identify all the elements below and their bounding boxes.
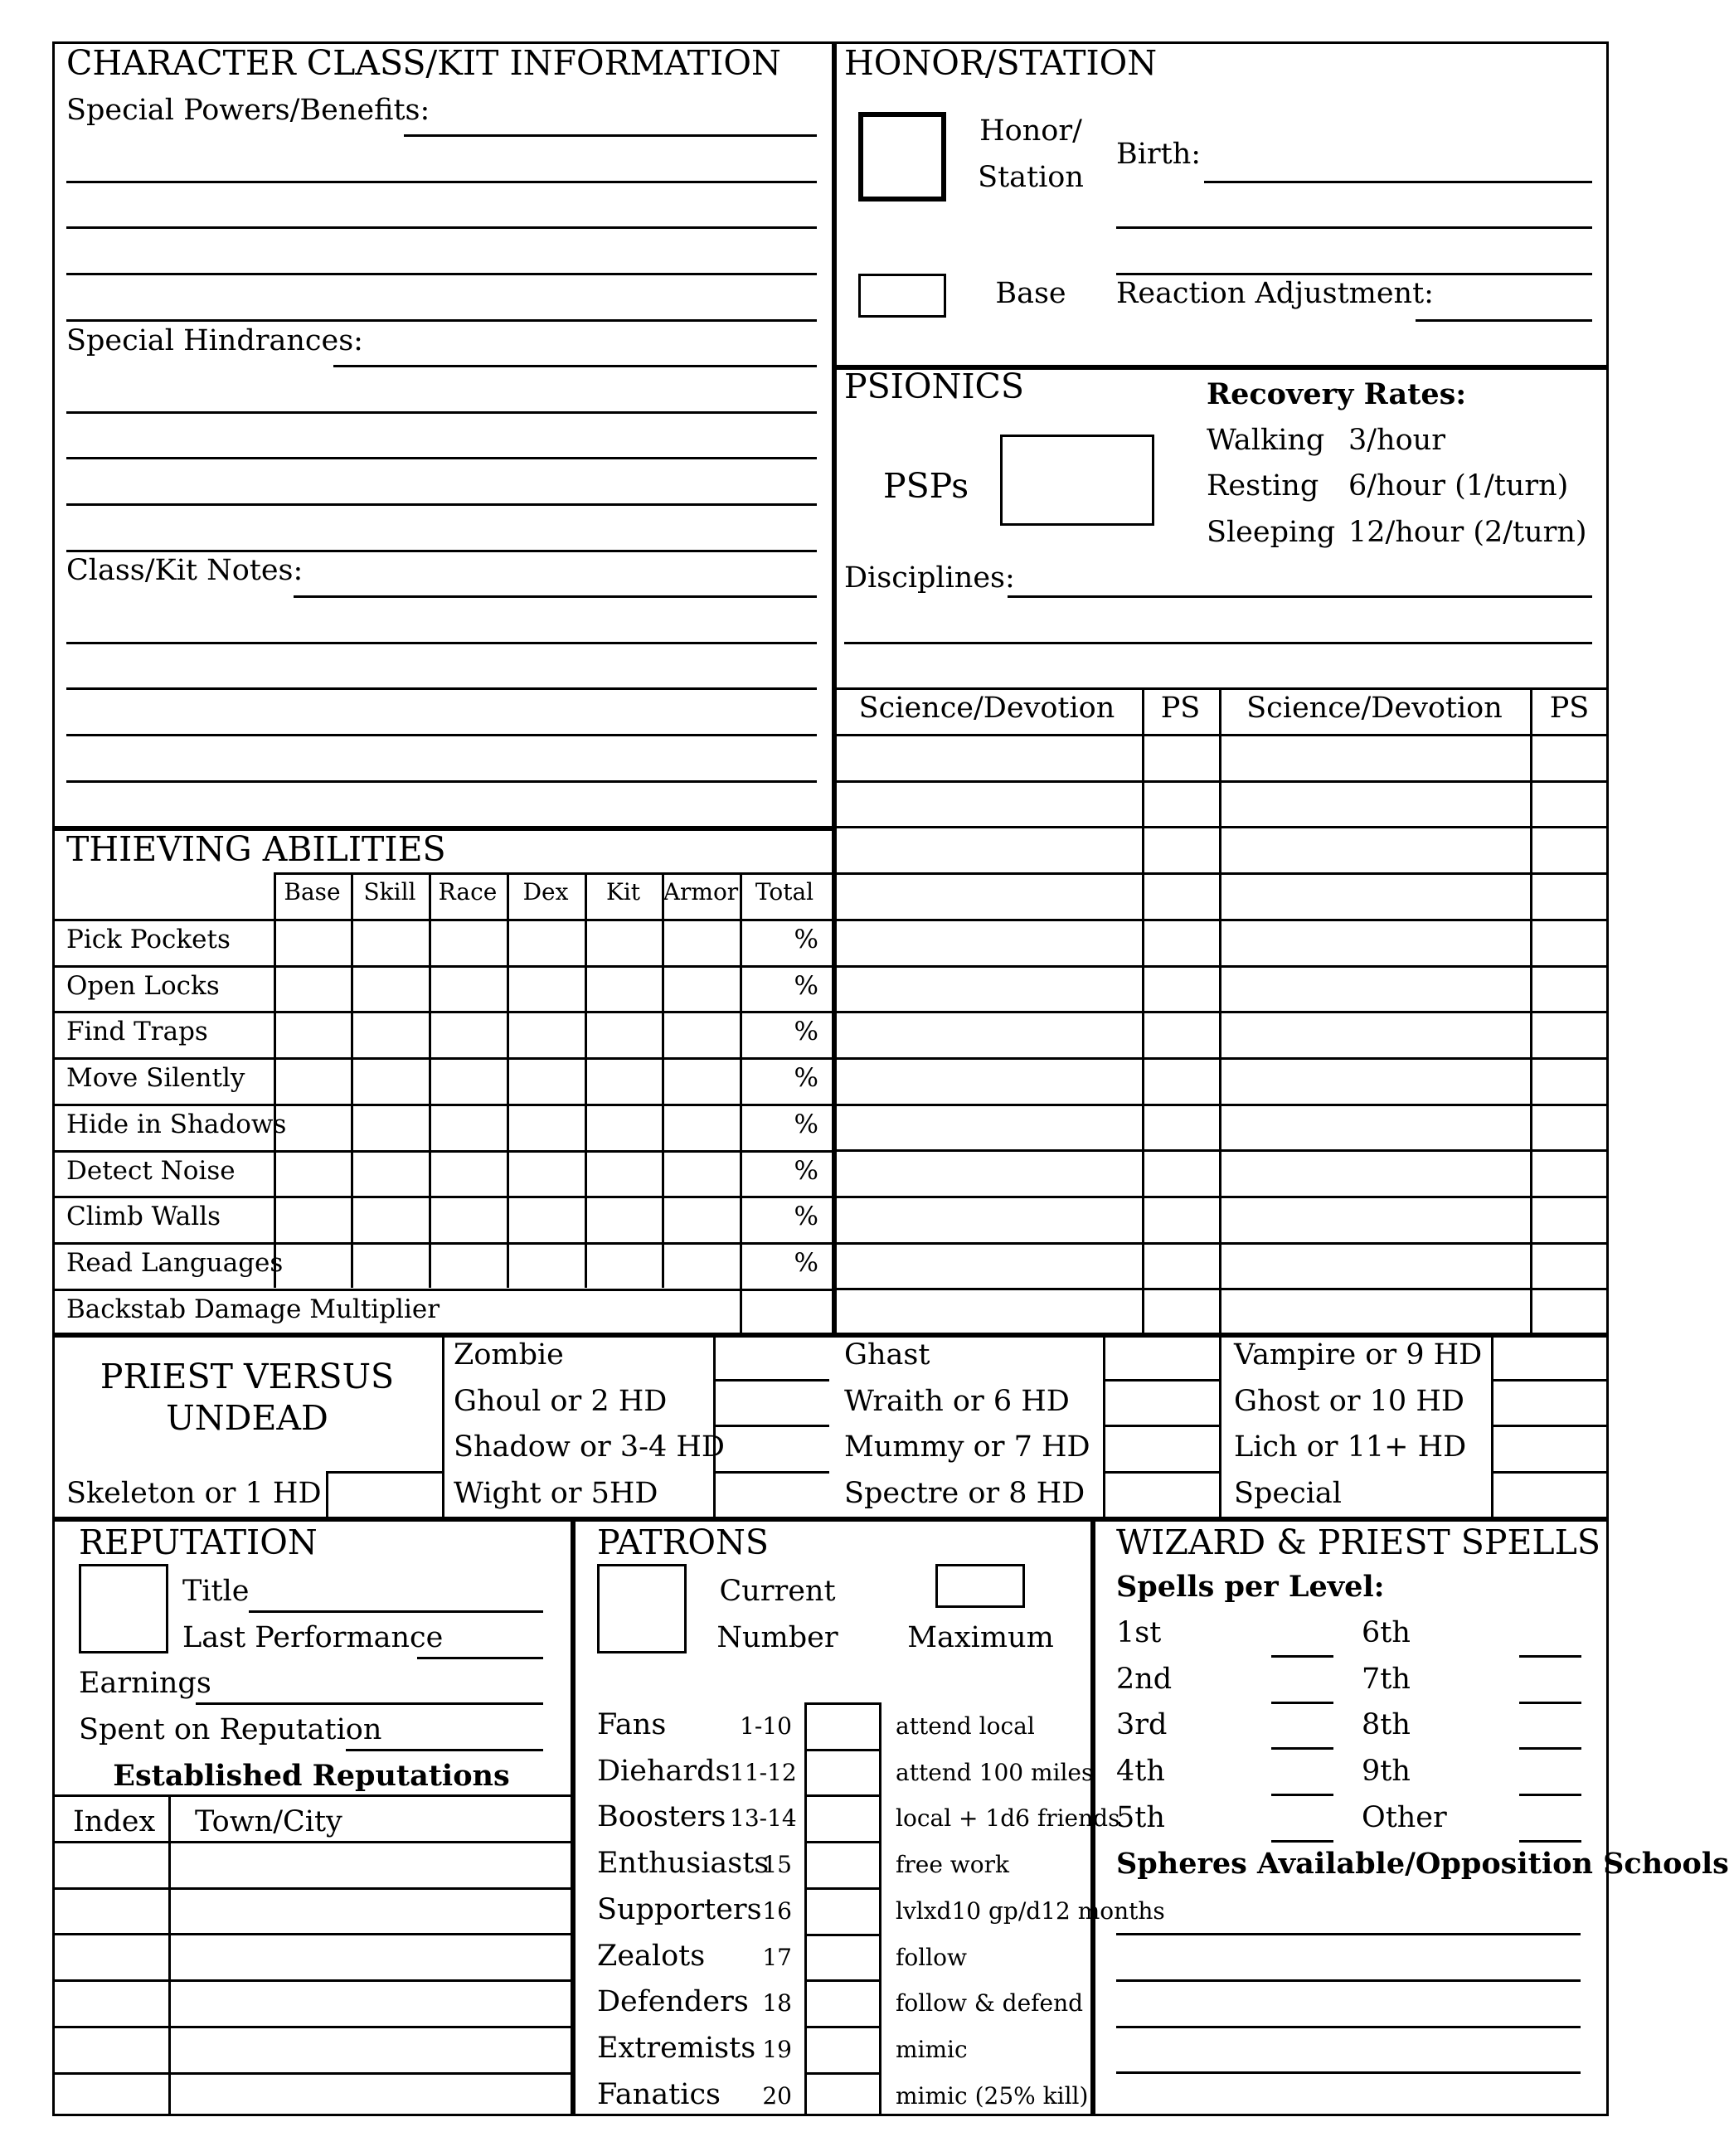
undead-box-line[interactable] (713, 1425, 829, 1427)
spell-level-label: 9th (1362, 1755, 1411, 1788)
col-header-total: Total (755, 878, 814, 906)
reaction-adjustment-label: Reaction Adjustment: (1116, 277, 1434, 310)
earnings-label: Earnings (79, 1667, 211, 1700)
patron-type-label: Enthusiasts (597, 1847, 770, 1880)
thieving-cell[interactable] (274, 919, 351, 964)
reputation-row-line[interactable] (52, 1933, 571, 1935)
spell-level-label: 3rd (1116, 1708, 1168, 1741)
psionics-row-line[interactable] (832, 1242, 1609, 1245)
thieving-cell[interactable] (585, 1242, 662, 1288)
disciplines-line[interactable] (1008, 595, 1592, 598)
spell-count-line[interactable] (1519, 1747, 1581, 1750)
thieving-cell[interactable] (507, 1057, 585, 1103)
thieving-cell[interactable] (507, 1150, 585, 1196)
thieving-cell[interactable] (351, 1242, 429, 1288)
thieving-skill-label: Move Silently (66, 1063, 245, 1093)
thieving-row-line (52, 1289, 832, 1291)
undead-box-line[interactable] (1103, 1379, 1219, 1381)
thieving-cell[interactable] (507, 965, 585, 1011)
psionics-col-line (1142, 687, 1144, 1333)
patrons-box-left-line (804, 1702, 807, 2116)
section-title: HONOR/STATION (844, 43, 1158, 83)
undead-title-line2: UNDEAD (166, 1398, 328, 1438)
thieving-skill-label: Hide in Shadows (66, 1110, 287, 1139)
undead-bottom-divider (52, 1517, 1609, 1522)
undead-type-label: Mummy or 7 HD (844, 1430, 1090, 1464)
special-hindrances-line[interactable] (66, 503, 817, 506)
patron-roll-label: 13-14 (730, 1804, 797, 1832)
col-header-science-devotion: Science/Devotion (858, 692, 1115, 725)
thieving-cell[interactable] (507, 1011, 585, 1056)
thieving-cell[interactable] (351, 1104, 429, 1149)
patron-roll-label: 19 (762, 2036, 792, 2063)
psionics-row-line[interactable] (832, 1196, 1609, 1198)
col-header-ps: PS (1160, 692, 1201, 725)
psionics-row-line[interactable] (832, 1149, 1609, 1152)
undead-box-line[interactable] (713, 1379, 829, 1381)
patron-roll-label: 20 (762, 2082, 792, 2110)
thieving-cell[interactable] (274, 1150, 351, 1196)
undead-type-label: Zombie (454, 1338, 564, 1372)
thieving-cell[interactable] (662, 965, 740, 1011)
thieving-cell[interactable] (507, 919, 585, 964)
thieving-cell[interactable] (429, 1242, 507, 1288)
rep-title-line[interactable] (249, 1610, 543, 1613)
col-header-dex: Dex (522, 878, 569, 906)
percent-sign: % (794, 971, 818, 1001)
reputation-row-line[interactable] (52, 1887, 571, 1890)
spell-count-line[interactable] (1519, 1794, 1581, 1796)
patrons-box[interactable] (597, 1564, 687, 1653)
spheres-line[interactable] (1116, 2026, 1581, 2028)
thieving-cell[interactable] (429, 1057, 507, 1103)
thieving-cell[interactable] (429, 919, 507, 964)
current-label: Current (719, 1575, 836, 1608)
special-hindrances-line[interactable] (66, 457, 817, 459)
special-powers-label: Special Powers/Benefits: (66, 94, 430, 127)
notes-line[interactable] (66, 734, 817, 736)
psionics-col-line (1219, 687, 1221, 1333)
col-header-armor: Armor (663, 878, 739, 906)
spell-count-line[interactable] (1519, 1702, 1581, 1704)
reputation-box[interactable] (79, 1564, 168, 1653)
recovery-rate: 6/hour (1/turn) (1348, 469, 1569, 503)
undead-box-line[interactable] (1491, 1471, 1609, 1474)
patron-effect-label: attend 100 miles (896, 1759, 1094, 1786)
undead-box-line[interactable] (1491, 1425, 1609, 1427)
psionics-row-line[interactable] (832, 734, 1609, 736)
undead-type-label: Lich or 11+ HD (1234, 1430, 1467, 1464)
spell-count-line[interactable] (1519, 1840, 1581, 1843)
disciplines-label: Disciplines: (844, 561, 1015, 595)
percent-sign: % (794, 1202, 818, 1231)
patron-type-label: Zealots (597, 1940, 706, 1973)
thieving-cell[interactable] (429, 1150, 507, 1196)
spheres-line[interactable] (1116, 2071, 1581, 2074)
col-header-index: Index (73, 1805, 156, 1838)
notes-line[interactable] (66, 687, 817, 690)
patron-type-label: Diehards (597, 1755, 731, 1788)
special-hindrances-label: Special Hindrances: (66, 324, 363, 357)
reputation-row-line[interactable] (52, 1979, 571, 1982)
thieving-cell[interactable] (585, 1057, 662, 1103)
undead-box-line[interactable] (1103, 1425, 1219, 1427)
col-header-race: Race (438, 878, 498, 906)
patron-box-line[interactable] (804, 1794, 879, 1797)
spell-level-label: 2nd (1116, 1663, 1173, 1696)
patron-roll-label: 17 (762, 1944, 792, 1971)
patron-type-label: Extremists (597, 2032, 756, 2065)
thieving-skill-label: Climb Walls (66, 1202, 221, 1231)
birth-line[interactable] (1116, 273, 1592, 275)
birth-line[interactable] (1116, 226, 1592, 229)
undead-type-label: Wight or 5HD (454, 1477, 658, 1510)
col-header-skill: Skill (363, 878, 416, 906)
undead-box-line[interactable] (1103, 1471, 1219, 1474)
spell-level-label: 4th (1116, 1755, 1165, 1788)
backstab-col-line (740, 1288, 742, 1334)
patron-effect-label: attend local (896, 1712, 1035, 1740)
spells-per-level-label: Spells per Level: (1116, 1570, 1385, 1604)
birth-label: Birth: (1116, 138, 1202, 171)
thieving-cell[interactable] (351, 1057, 429, 1103)
patron-roll-label: 1-10 (740, 1712, 792, 1740)
percent-sign: % (794, 1156, 818, 1186)
thieving-cell[interactable] (662, 1150, 740, 1196)
undead-type-label: Vampire or 9 HD (1234, 1338, 1483, 1372)
psionics-row-line[interactable] (832, 1288, 1609, 1290)
patron-roll-label: 15 (762, 1851, 792, 1878)
spheres-line[interactable] (1116, 1979, 1581, 1982)
reputation-patrons-divider (571, 1519, 576, 2116)
recovery-rate: 12/hour (2/turn) (1348, 516, 1587, 549)
spheres-line[interactable] (1116, 1933, 1581, 1935)
psps-label: PSPs (883, 466, 969, 506)
thieving-cell[interactable] (351, 1150, 429, 1196)
reputation-row-line[interactable] (52, 2072, 571, 2075)
patron-effect-label: local + 1d6 friends (896, 1804, 1120, 1832)
recovery-rate: 3/hour (1348, 424, 1445, 457)
patron-box-line[interactable] (804, 1841, 879, 1843)
patron-box-line[interactable] (804, 1702, 879, 1705)
patron-box-line[interactable] (804, 2026, 879, 2028)
maximum-box[interactable] (935, 1564, 1025, 1608)
station-label: Station (978, 161, 1084, 194)
undead-type-label: Ghoul or 2 HD (454, 1385, 668, 1418)
patron-effect-label: lvlxd10 gp/d12 months (896, 1897, 1165, 1925)
percent-sign: % (794, 1017, 818, 1046)
class-kit-notes-label: Class/Kit Notes: (66, 554, 304, 587)
spell-level-label: 1st (1116, 1616, 1162, 1649)
col-header-science-devotion: Science/Devotion (1246, 692, 1503, 725)
section-title: WIZARD & PRIEST SPELLS (1116, 1522, 1600, 1562)
base-honor-box[interactable] (858, 274, 946, 318)
special-powers-line[interactable] (66, 226, 817, 229)
special-powers-line[interactable] (66, 181, 817, 183)
skeleton-box-top[interactable] (326, 1471, 442, 1474)
percent-sign: % (794, 1063, 818, 1093)
recovery-mode: Resting (1207, 469, 1319, 503)
thieving-cell[interactable] (274, 1057, 351, 1103)
undead-type-label: Spectre or 8 HD (844, 1477, 1085, 1510)
spell-count-line[interactable] (1271, 1702, 1333, 1704)
undead-box-line[interactable] (1491, 1379, 1609, 1381)
spell-level-label: 7th (1362, 1663, 1411, 1696)
section-title: PATRONS (597, 1522, 769, 1562)
disciplines-line[interactable] (844, 642, 1592, 644)
psionics-row-line[interactable] (832, 965, 1609, 968)
recovery-mode: Walking (1207, 424, 1325, 457)
spheres-label: Spheres Available/Opposition Schools (1116, 1847, 1729, 1881)
reaction-adjustment-line[interactable] (1416, 319, 1592, 322)
patron-type-label: Supporters (597, 1893, 762, 1926)
thieving-cell[interactable] (662, 1104, 740, 1149)
thieving-skill-label: Read Languages (66, 1248, 284, 1278)
undead-type-label: Ghost or 10 HD (1234, 1385, 1464, 1418)
undead-skeleton-label: Skeleton or 1 HD (66, 1477, 322, 1510)
psionics-row-line[interactable] (832, 872, 1609, 875)
spell-count-line[interactable] (1271, 1747, 1333, 1750)
thieving-cell[interactable] (274, 965, 351, 1011)
patron-effect-label: follow & defend (896, 1989, 1084, 2017)
special-powers-line[interactable] (66, 319, 817, 322)
patron-type-label: Boosters (597, 1800, 726, 1833)
base-label: Base (995, 277, 1066, 310)
thieving-cell[interactable] (585, 1196, 662, 1241)
honor-station-box[interactable] (858, 112, 946, 202)
patron-type-label: Fanatics (597, 2078, 721, 2111)
patron-effect-label: follow (896, 1944, 967, 1971)
thieving-cell[interactable] (274, 1104, 351, 1149)
undead-title-line1: PRIEST VERSUS (100, 1357, 395, 1396)
birth-line[interactable] (1204, 181, 1592, 183)
patron-effect-label: mimic (896, 2036, 968, 2063)
patron-roll-label: 18 (762, 1989, 792, 2017)
patron-box-line[interactable] (804, 2072, 879, 2075)
reputation-table-top-line (52, 1794, 571, 1797)
spent-on-reputation-line[interactable] (346, 1749, 543, 1751)
thieving-cell[interactable] (662, 1242, 740, 1288)
skeleton-box-left (326, 1471, 328, 1517)
thieving-cell[interactable] (662, 919, 740, 964)
special-hindrances-line[interactable] (66, 411, 817, 414)
thieving-cell[interactable] (507, 1104, 585, 1149)
special-powers-line[interactable] (404, 134, 817, 137)
spell-level-label: Other (1362, 1801, 1447, 1834)
thieving-skill-label: Open Locks (66, 971, 220, 1001)
thieving-cell[interactable] (585, 1150, 662, 1196)
last-performance-line[interactable] (417, 1657, 543, 1659)
thieving-cell[interactable] (429, 965, 507, 1011)
thieving-cell[interactable] (585, 1011, 662, 1056)
spell-count-line[interactable] (1519, 1655, 1581, 1658)
rep-title-label: Title (182, 1575, 250, 1608)
undead-type-label: Special (1234, 1477, 1342, 1510)
thieving-cell[interactable] (662, 1057, 740, 1103)
thieving-cell[interactable] (274, 1196, 351, 1241)
patron-effect-label: free work (896, 1851, 1009, 1878)
thieving-cell[interactable] (585, 965, 662, 1011)
psps-box[interactable] (1000, 435, 1154, 526)
psionics-row-line[interactable] (832, 1057, 1609, 1060)
patron-box-line[interactable] (804, 1979, 879, 1982)
patron-box-line[interactable] (804, 1934, 879, 1936)
psionics-row-line[interactable] (832, 1104, 1609, 1106)
undead-col-line (1219, 1335, 1221, 1517)
special-hindrances-line[interactable] (66, 550, 817, 552)
thieving-cell[interactable] (351, 1011, 429, 1056)
spell-level-label: 6th (1362, 1616, 1411, 1649)
psionics-row-line[interactable] (832, 780, 1609, 783)
notes-line[interactable] (66, 642, 817, 644)
thieving-header-top-line (274, 872, 832, 875)
percent-sign: % (794, 925, 818, 954)
thieving-cell[interactable] (429, 1104, 507, 1149)
thieving-cell[interactable] (585, 1104, 662, 1149)
psionics-row-line[interactable] (832, 826, 1609, 828)
undead-col-line (442, 1335, 444, 1517)
spent-on-reputation-label: Spent on Reputation (79, 1713, 382, 1746)
patron-type-label: Fans (597, 1708, 667, 1741)
col-header-base: Base (284, 878, 341, 906)
section-title: THIEVING ABILITIES (66, 829, 446, 869)
undead-box-line[interactable] (713, 1471, 829, 1474)
section-title: CHARACTER CLASS/KIT INFORMATION (66, 43, 781, 83)
spell-level-label: 8th (1362, 1708, 1411, 1741)
percent-sign: % (794, 1110, 818, 1139)
thieving-skill-label: Find Traps (66, 1017, 208, 1046)
undead-type-label: Ghast (844, 1338, 930, 1372)
spell-count-line[interactable] (1271, 1840, 1333, 1843)
number-label: Number (716, 1621, 838, 1654)
thieving-cell[interactable] (507, 1196, 585, 1241)
thieving-cell[interactable] (429, 1011, 507, 1056)
thieving-cell[interactable] (274, 1242, 351, 1288)
section-title: PSIONICS (844, 367, 1025, 406)
thieving-cell[interactable] (351, 1196, 429, 1241)
established-reputations-label: Established Reputations (113, 1759, 510, 1793)
thieving-cell[interactable] (585, 919, 662, 964)
maximum-label: Maximum (907, 1621, 1054, 1654)
patrons-box-right-line (879, 1702, 881, 2116)
thieving-skill-label: Pick Pockets (66, 925, 231, 954)
col-header-ps: PS (1549, 692, 1590, 725)
undead-type-label: Shadow or 3-4 HD (454, 1430, 725, 1464)
spell-level-label: 5th (1116, 1801, 1165, 1834)
spell-count-line[interactable] (1271, 1655, 1333, 1658)
thieving-cell[interactable] (274, 1011, 351, 1056)
patron-type-label: Defenders (597, 1985, 749, 2018)
psionics-row-line[interactable] (832, 1011, 1609, 1013)
thieving-cell[interactable] (429, 1196, 507, 1241)
col-header-town-city: Town/City (195, 1805, 342, 1838)
percent-sign: % (794, 1248, 818, 1278)
patron-roll-label: 16 (762, 1897, 792, 1925)
recovery-rates-label: Recovery Rates: (1207, 377, 1467, 411)
reputation-row-line[interactable] (52, 2026, 571, 2028)
honor-label: Honor/ (979, 114, 1082, 148)
thieving-cell[interactable] (351, 965, 429, 1011)
recovery-mode: Sleeping (1207, 516, 1336, 549)
col-header-kit: Kit (605, 878, 641, 906)
thieving-cell[interactable] (351, 919, 429, 964)
psionics-col-line (1530, 687, 1532, 1333)
patron-box-line[interactable] (804, 1749, 879, 1751)
notes-line[interactable] (66, 780, 817, 783)
backstab-label: Backstab Damage Multiplier (66, 1294, 440, 1324)
spell-count-line[interactable] (1271, 1794, 1333, 1796)
psionics-row-line[interactable] (832, 919, 1609, 921)
patron-effect-label: mimic (25% kill) (896, 2082, 1089, 2110)
special-powers-line[interactable] (66, 273, 817, 275)
last-performance-label: Last Performance (182, 1621, 444, 1654)
patron-roll-label: 11-12 (730, 1759, 797, 1786)
section-title: REPUTATION (79, 1522, 318, 1562)
thieving-skill-label: Detect Noise (66, 1156, 236, 1186)
undead-type-label: Wraith or 6 HD (844, 1385, 1070, 1418)
special-hindrances-line[interactable] (333, 365, 817, 367)
thieving-cell[interactable] (662, 1196, 740, 1241)
earnings-line[interactable] (196, 1702, 543, 1705)
thieving-cell[interactable] (662, 1011, 740, 1056)
patron-box-line[interactable] (804, 1887, 879, 1890)
notes-line[interactable] (294, 595, 817, 598)
reputation-row-line[interactable] (52, 1841, 571, 1843)
thieving-cell[interactable] (507, 1242, 585, 1288)
